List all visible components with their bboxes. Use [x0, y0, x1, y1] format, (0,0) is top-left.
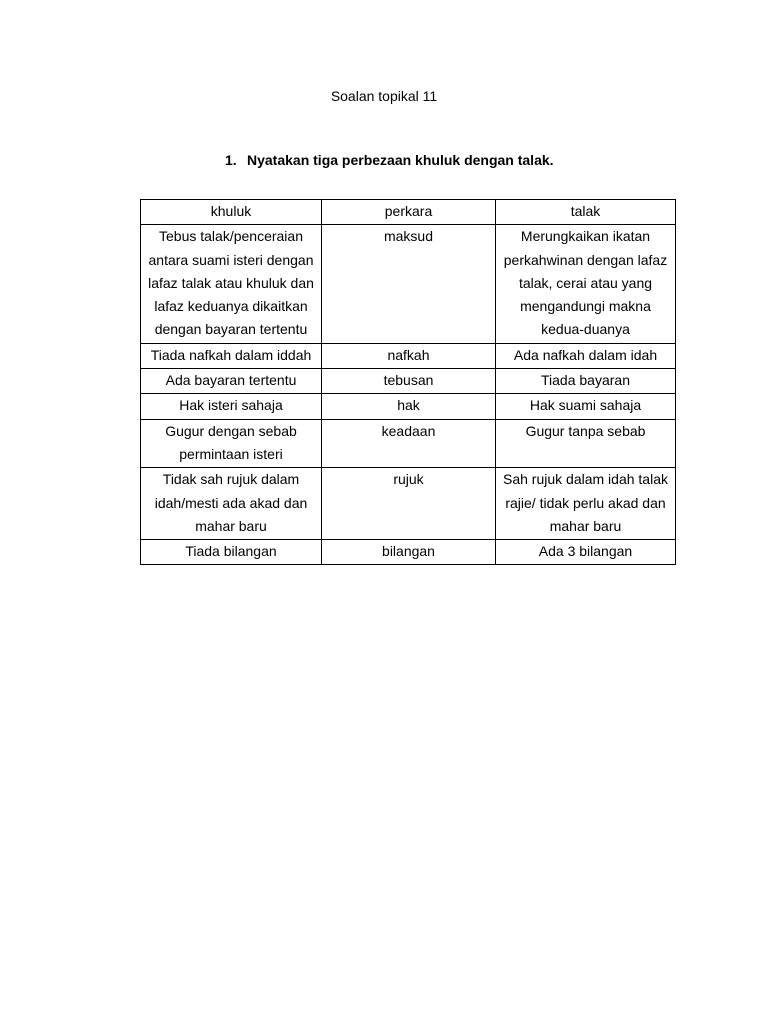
cell-talak: Tiada bayaran	[496, 369, 676, 394]
header-perkara: perkara	[322, 200, 496, 225]
cell-khuluk: Tiada bilangan	[141, 540, 322, 565]
table-row	[141, 369, 676, 394]
cell-khuluk: Gugur dengan sebab permintaan isteri	[141, 419, 322, 468]
comparison-table	[140, 199, 676, 565]
cell-perkara: tebusan	[322, 369, 496, 394]
question-heading	[225, 150, 554, 170]
table-row	[141, 419, 676, 468]
cell-khuluk: Ada bayaran tertentu	[141, 369, 322, 394]
cell-perkara: maksud	[322, 225, 496, 343]
cell-perkara: rujuk	[322, 468, 496, 540]
table-row	[141, 540, 676, 565]
table-row	[141, 343, 676, 368]
cell-khuluk: Tebus talak/penceraian antara suami isteri dengan lafaz talak atau khuluk dan lafaz keduanya dikaitkan dengan bayaran tertentu	[141, 225, 322, 343]
cell-talak: Ada nafkah dalam idah	[496, 343, 676, 368]
cell-perkara: keadaan	[322, 419, 496, 468]
cell-khuluk: Tiada nafkah dalam iddah	[141, 343, 322, 368]
cell-talak: Ada 3 bilangan	[496, 540, 676, 565]
cell-perkara: nafkah	[322, 343, 496, 368]
question-text: Nyatakan tiga perbezaan khuluk dengan talak.	[247, 152, 554, 168]
question-number: 1.	[225, 152, 237, 168]
header-talak: talak	[496, 200, 676, 225]
cell-khuluk: Tidak sah rujuk dalam idah/mesti ada akad dan mahar baru	[141, 468, 322, 540]
cell-talak: Hak suami sahaja	[496, 394, 676, 419]
table-row	[141, 394, 676, 419]
cell-talak: Gugur tanpa sebab	[496, 419, 676, 468]
cell-perkara: bilangan	[322, 540, 496, 565]
page-title: Soalan topikal 11	[330, 88, 438, 104]
cell-talak: Merungkaikan ikatan perkahwinan dengan lafaz talak, cerai atau yang mengandungi makna kedua-duanya	[496, 225, 676, 343]
cell-perkara: hak	[322, 394, 496, 419]
table-header-row	[141, 200, 676, 225]
cell-talak: Sah rujuk dalam idah talak rajie/ tidak perlu akad dan mahar baru	[496, 468, 676, 540]
table-row	[141, 225, 676, 343]
header-khuluk: khuluk	[141, 200, 322, 225]
table-row	[141, 468, 676, 540]
cell-khuluk: Hak isteri sahaja	[141, 394, 322, 419]
